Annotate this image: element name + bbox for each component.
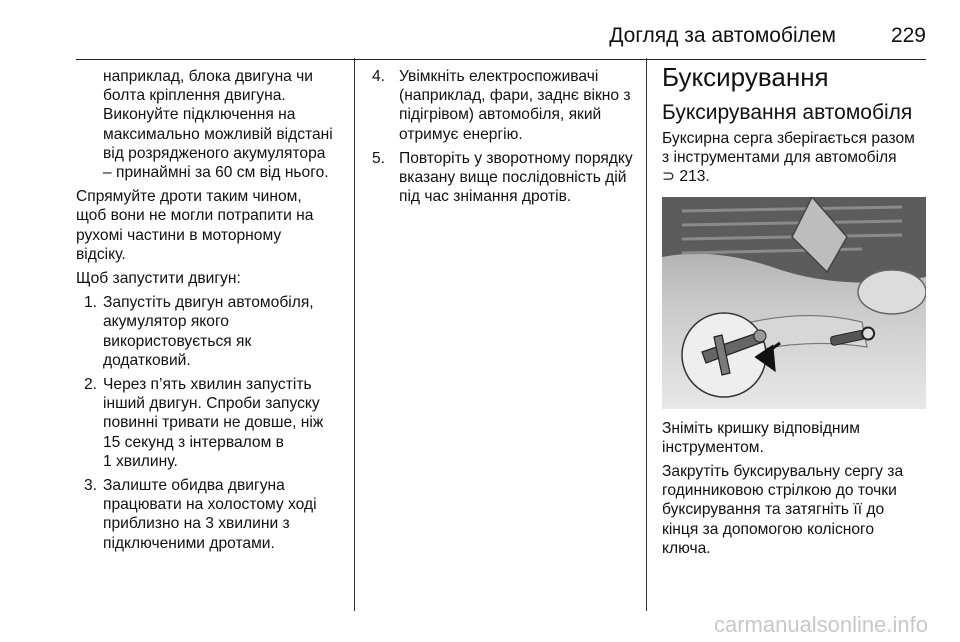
step-number: 1. [84, 294, 98, 312]
text-line: підігрівом) автомобіля, який [399, 106, 602, 124]
text-line: під час знімання дротів. [399, 188, 572, 206]
start-label: Щоб запустити двигун: [76, 270, 241, 288]
text-line: повинні тривати не довше, ніж [103, 414, 324, 432]
right-column [662, 62, 934, 558]
text-line: відсіку. [76, 245, 126, 263]
text-line: Увімкніть електроспоживачі [399, 68, 599, 85]
text-line: наприклад, блока двигуна чи [103, 68, 314, 85]
text-line: Зніміть кришку відповідним [662, 419, 860, 437]
remove-cover-step [662, 419, 934, 457]
page-header [76, 14, 926, 50]
step-number: 5. [372, 149, 386, 167]
text-line: рухомі частини в моторному [76, 226, 282, 244]
list-item [76, 375, 346, 471]
text-line: додатковий. [103, 351, 191, 369]
middle-column [372, 67, 638, 211]
text-line: Закрутіть буксирувальну сергу за [662, 463, 904, 481]
text-line: інструментом. [662, 438, 764, 456]
section-heading: Буксирування [662, 62, 829, 92]
text-line: Буксирна серга зберігається разом [662, 130, 915, 147]
screw-eye-step [662, 462, 934, 558]
routing-paragraph [76, 187, 346, 264]
text-line: Повторіть у зворотному порядку [399, 149, 633, 167]
header-divider [76, 59, 926, 60]
page-header-title: Догляд за автомобілем [609, 24, 836, 47]
text-line: підключеними дротами. [103, 534, 275, 552]
towing-eye-illustration [662, 197, 926, 409]
list-item [76, 293, 346, 370]
page-reference[interactable]: ⊃ 213. [662, 168, 710, 186]
text-line: з інструментами для автомобіля [662, 149, 897, 167]
text-line: отримує енергію. [399, 125, 523, 143]
list-item [372, 149, 638, 207]
text-line: Спрямуйте дроти таким чином, [76, 188, 302, 206]
step-number: 4. [372, 68, 386, 85]
text-line: годинниковою стрілкою до точки [662, 482, 897, 500]
disconnect-steps-list [372, 67, 638, 206]
left-column [76, 67, 346, 558]
text-line: буксирування та затягніть її до [662, 501, 885, 519]
list-item [76, 476, 346, 553]
section-subheading: Буксирування автомобіля [662, 101, 913, 124]
step-number: 3. [84, 477, 98, 495]
text-line: ключа. [662, 539, 711, 557]
text-line: використовується як [103, 332, 252, 350]
text-line: працювати на холостому ході [103, 496, 317, 514]
text-line: кінця за допомогою колісного [662, 520, 875, 538]
text-line: 1 хвилину. [103, 452, 178, 470]
text-line: вказану вище послідовність дій [399, 169, 627, 187]
intro-continuation [76, 67, 346, 182]
text-line: – принаймні за 60 см від нього. [103, 164, 329, 182]
page-number: 229 [890, 24, 926, 47]
column-divider-left [354, 58, 355, 611]
text-line: від розрядженого акумулятора [103, 144, 326, 162]
list-item [372, 67, 638, 144]
text-line: Через п’ять хвилин запустіть [103, 376, 312, 394]
step-number: 2. [84, 376, 98, 394]
text-line: Запустіть двигун автомобіля, [103, 294, 314, 312]
start-steps-list [76, 293, 346, 553]
text-line: (наприклад, фари, заднє вікно з [399, 87, 631, 105]
text-line: Виконуйте підключення на [103, 106, 296, 124]
tow-eye-intro [662, 129, 934, 187]
text-line: акумулятор якого [103, 313, 229, 331]
column-divider-right [646, 58, 647, 611]
watermark: carmanualsonline.info [713, 612, 928, 637]
text-line: щоб вони не могли потрапити на [76, 207, 314, 225]
text-line: максимально можливій відстані [103, 125, 333, 143]
text-line: Залиште обидва двигуна [103, 477, 285, 495]
text-line: приблизно на 3 хвилини з [103, 515, 290, 533]
text-line: 15 секунд з інтервалом в [103, 433, 284, 451]
text-line: болта кріплення двигуна. [103, 87, 286, 105]
text-line: інший двигун. Спроби запуску [103, 395, 320, 413]
